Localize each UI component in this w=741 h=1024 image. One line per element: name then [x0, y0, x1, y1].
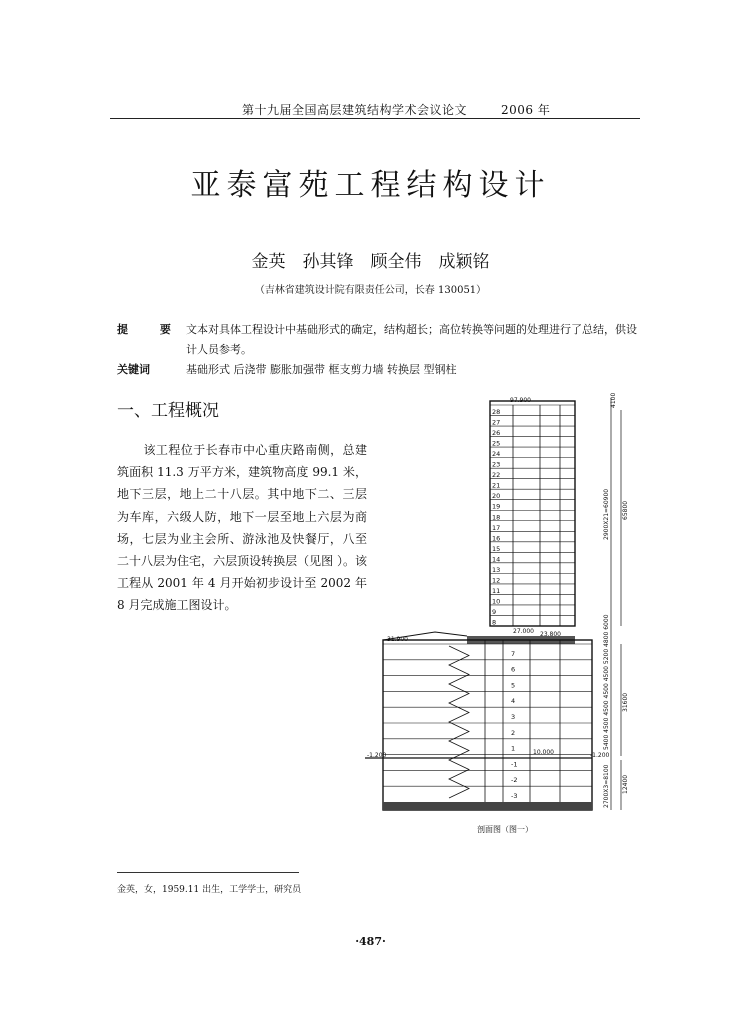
podium-floor-label: -2 [511, 776, 518, 785]
tower-floor-grid [490, 405, 575, 627]
tower-outline [490, 401, 575, 626]
podium-outline [383, 640, 592, 810]
tower-floor-label: 20 [492, 492, 501, 501]
tower-floor-label: 27 [492, 418, 501, 427]
dim-podium-detail: 5400 4500 4500 4500 4500 5200 4800 6000 [603, 614, 610, 750]
abstract-label: 提 要 [117, 323, 185, 336]
podium-floor-label: 7 [511, 649, 516, 658]
tower-floor-label: 11 [492, 586, 501, 595]
keywords-label: 关键词 [117, 363, 150, 376]
tower-floor-label: 13 [492, 565, 501, 574]
elev-ground: 10.000 [533, 749, 554, 756]
paper-title: 亚泰富苑工程结构设计 [190, 168, 551, 203]
abstract-text: 文本对具体工程设计中基础形式的确定，结构超长；高位转换等问题的处理进行了总结，供设计人员参考。 [186, 323, 637, 356]
keywords-text: 基础形式 后浇带 膨胀加强带 框支剪力墙 转换层 型钢柱 [186, 363, 457, 376]
foundation-raft [383, 802, 592, 810]
tower-floor-label: 19 [492, 502, 501, 511]
dim-tower-detail: 2900X21=60900 [603, 488, 610, 540]
tower-floor-label: 24 [492, 450, 501, 459]
elev-transfer: 23.800 [540, 631, 561, 638]
journal-name: 第十九届全国高层建筑结构学术会议论文 [242, 103, 468, 117]
body-paragraph-text: 该工程位于长春市中心重庆路南侧，总建筑面积 11.3 万平方米，建筑物高度 99.1 米，地下三层，地上二十八层。其中地下二、三层为车库，六级人防，地下一层至地上六层为商场，七层为业主会所、游泳池及快餐厅，八至二十八层为住宅，六层顶设转换层（见图 ）。该工程从 2001 年 4 月开始初步设计至 2002 年 8 月完成施工图设计。 [117, 443, 367, 613]
dim-podium-total: 31600 [622, 692, 629, 712]
tower-floor-label: 10 [492, 597, 501, 606]
tower-floor-label: 18 [492, 513, 501, 522]
footnote: 金英，女，1959.11 出生，工学学士，研究员 [117, 885, 302, 895]
elev-right: -1.200 [590, 752, 610, 759]
tower-floor-label: 8 [492, 618, 497, 627]
tower-floor-label: 15 [492, 544, 501, 553]
elev-floor8: 27.000 [513, 628, 534, 635]
podium-floor-label: 3 [511, 713, 516, 721]
section-heading: 一、工程概况 [117, 401, 219, 421]
running-header [242, 101, 550, 118]
page-number: ·487· [355, 935, 386, 948]
podium-floor-label: 2 [511, 728, 516, 737]
podium-floor-label: -3 [511, 792, 518, 800]
tower-floor-label: 12 [492, 576, 501, 585]
ramp-zigzag [449, 646, 469, 798]
header-rule [110, 118, 640, 119]
affiliation: （吉林省建筑设计院有限责任公司，长春 130051） [254, 285, 487, 296]
tower-floor-label: 14 [492, 555, 501, 564]
authors: 金英 孙其锋 顾全伟 成颖铭 [251, 252, 490, 272]
tower-floor-label: 9 [492, 607, 497, 616]
elev-podium-roof: 31.900 [387, 636, 408, 643]
elev-top: 97.900 [510, 397, 531, 404]
elev-left: -1.200 [367, 752, 387, 759]
figure-caption: 剖面图（图一） [477, 825, 533, 834]
body-paragraph [117, 439, 367, 617]
podium-floor-label: 1 [511, 744, 516, 753]
dim-basement: 2700X3=8100 [603, 764, 610, 808]
section-drawing [365, 390, 630, 840]
tower-floor-label: 25 [492, 439, 501, 448]
tower-floor-label: 28 [492, 408, 501, 417]
podium-floor-label: 6 [511, 665, 516, 674]
podium-floor-grid [383, 644, 592, 800]
dim-tower-total: 65800 [622, 500, 629, 520]
dim-top: 4100 [610, 392, 617, 408]
podium-floor-label: 4 [511, 697, 516, 706]
tower-floor-label: 26 [492, 429, 501, 438]
footnote-rule [117, 872, 299, 873]
tower-floor-label: 21 [492, 481, 501, 490]
dim-basement-total: 12400 [622, 774, 629, 794]
tower-floor-label: 16 [492, 534, 501, 543]
podium-floor-label: -1 [511, 760, 518, 769]
tower-floor-label: 22 [492, 471, 501, 480]
podium-floor-label: 5 [511, 681, 516, 690]
header-year: 2006 年 [501, 103, 551, 117]
ramp-line [449, 646, 469, 798]
tower-floor-label: 17 [492, 523, 501, 532]
tower-floor-label: 23 [492, 460, 501, 469]
